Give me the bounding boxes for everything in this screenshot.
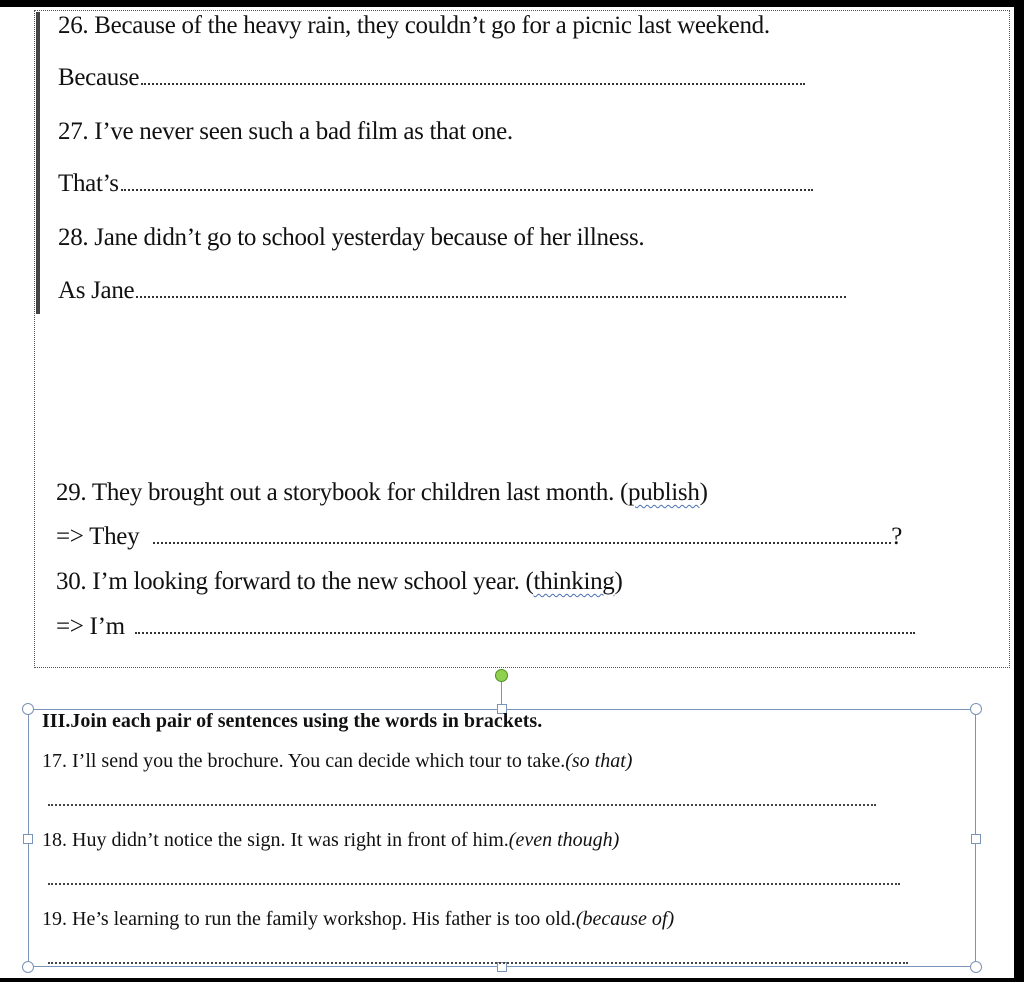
question-29-cue: publish: [628, 479, 700, 506]
answer-28-prefix: As Jane: [58, 277, 135, 304]
question-19-cue: because of: [582, 908, 668, 930]
question-18-cue: even though: [515, 829, 613, 851]
resize-handle-middle-right[interactable]: [971, 834, 981, 844]
answer-line-28[interactable]: [58, 277, 846, 305]
answer-26-prefix: Because: [58, 64, 140, 91]
left-border-bar: [36, 12, 40, 314]
answer-27-prefix: That’s: [58, 170, 119, 197]
answer-line-26[interactable]: [58, 64, 805, 92]
answer-29-dots[interactable]: [153, 541, 891, 544]
answer-line-30[interactable]: [56, 613, 915, 641]
resize-handle-middle-left[interactable]: [23, 834, 33, 844]
answer-30-prefix: => I’m: [56, 613, 125, 640]
resize-handle-bottom-left[interactable]: [22, 961, 34, 973]
question-18-text: 18. Huy didn’t notice the sign. It was right in front of him.: [42, 829, 509, 851]
resize-handle-bottom-right[interactable]: [970, 961, 982, 973]
question-17: 17. I’ll send you the brochure. You can decide which tour to take.(so that): [42, 750, 633, 772]
question-29-text: 29. They brought out a storybook for children last month. (: [56, 479, 629, 506]
answer-27-dots[interactable]: [121, 188, 813, 191]
answer-line-18[interactable]: [48, 883, 900, 885]
question-17-cue: so that: [571, 750, 626, 772]
question-29: [56, 479, 708, 507]
question-17-text: 17. I’ll send you the brochure. You can decide which tour to take.: [42, 750, 566, 772]
rotate-handle-stem: [501, 682, 502, 704]
answer-line-29[interactable]: [56, 523, 902, 551]
answer-26-dots[interactable]: [141, 82, 805, 85]
answer-30-dots[interactable]: [135, 631, 915, 634]
question-30-close: ): [614, 568, 623, 595]
question-27: [58, 118, 513, 146]
section-3-title: III.Join each pair of sentences using the words in brackets.: [42, 710, 543, 732]
question-28: [58, 224, 644, 252]
answer-28-dots[interactable]: [136, 295, 846, 298]
question-18: 18. Huy didn’t notice the sign. It was right in front of him.(even though): [42, 829, 620, 851]
answer-line-27[interactable]: [58, 170, 813, 198]
resize-handle-top-right[interactable]: [970, 703, 982, 715]
question-26: [58, 12, 770, 40]
window-edge-right: [1014, 0, 1024, 982]
window-edge-top: [0, 0, 1024, 7]
resize-handle-top-left[interactable]: [22, 703, 34, 715]
window-edge-bottom: [0, 978, 1024, 982]
question-19-text: 19. He’s learning to run the family workshop. His father is too old.: [42, 908, 576, 930]
question-27-text: 27. I’ve never seen such a bad film as that one.: [58, 118, 513, 145]
rotate-handle[interactable]: [495, 669, 508, 682]
answer-line-17[interactable]: [48, 804, 876, 806]
answer-29-prefix: => They: [56, 523, 140, 550]
answer-29-suffix: ?: [891, 523, 903, 550]
question-30-cue: thinking: [533, 568, 615, 595]
question-29-close: ): [699, 479, 708, 506]
question-30-text: 30. I’m looking forward to the new school year. (: [56, 568, 534, 595]
question-30: [56, 568, 623, 596]
question-28-text: 28. Jane didn’t go to school yesterday because of her illness.: [58, 224, 645, 251]
answer-line-19[interactable]: [48, 962, 908, 964]
question-26-text: 26. Because of the heavy rain, they couldn’t go for a picnic last weekend.: [58, 12, 770, 39]
question-19: 19. He’s learning to run the family workshop. His father is too old.(because of): [42, 908, 675, 930]
